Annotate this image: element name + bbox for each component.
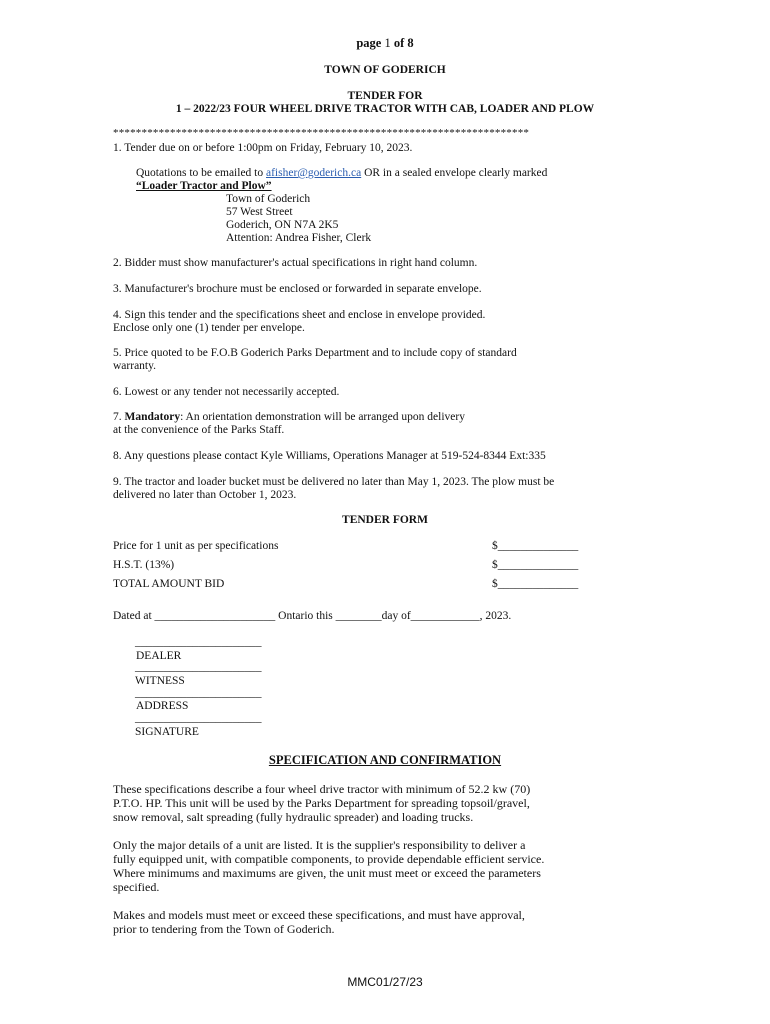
item-7-line-1 [113, 411, 465, 423]
page-total: of 8 [393, 36, 414, 50]
email-link[interactable]: afisher@goderich.ca [266, 167, 362, 179]
total-label: TOTAL AMOUNT BID [113, 578, 225, 590]
item-2: 2. Bidder must show manufacturer's actual specifications in right hand column. [113, 257, 478, 269]
dealer-label: DEALER [136, 650, 182, 662]
spec-p2-line-4: specified. [113, 880, 160, 894]
spec-p2-line-1: Only the major details of a unit are listed. It is the supplier's responsibility to deliver a [113, 838, 526, 852]
tender-for-heading: TENDER FOR [347, 90, 423, 102]
star-divider: ************************************************************************* [113, 127, 530, 139]
hst-label: H.S.T. (13%) [113, 559, 175, 571]
page-label: page [356, 36, 382, 50]
item-4-line-1: 4. Sign this tender and the specifications sheet and enclose in envelope provided. [113, 309, 486, 321]
tender-form-title: TENDER FORM [342, 514, 428, 526]
signature-label: SIGNATURE [135, 726, 199, 738]
mandatory-label: Mandatory [124, 411, 181, 423]
page-number [0, 36, 770, 51]
item-4-line-2: Enclose only one (1) tender per envelope. [113, 322, 305, 334]
item-5-line-2: warranty. [113, 360, 156, 372]
spec-p1-line-1: These specifications describe a four wheel drive tractor with minimum of 52.2 kw (70) [113, 782, 531, 796]
item-7-number: 7. [113, 411, 125, 423]
price-field[interactable]: $______________ [492, 540, 579, 552]
address-line-2: 57 West Street [226, 206, 293, 218]
price-label: Price for 1 unit as per specifications [113, 540, 279, 552]
spec-p3-line-2: prior to tendering from the Town of Goderich. [113, 922, 335, 936]
hst-field[interactable]: $______________ [492, 559, 579, 571]
page-current: 1 [384, 36, 391, 50]
envelope-marking: “Loader Tractor and Plow” [136, 180, 272, 192]
dated-line[interactable]: Dated at _____________________ Ontario this ________day of____________, 2023. [113, 610, 512, 622]
town-heading: TOWN OF GODERICH [324, 64, 446, 76]
spec-p2-line-3: Where minimums and maximums are given, the unit must meet or exceed the parameters [113, 866, 541, 880]
item-7-line-2: at the convenience of the Parks Staff. [113, 424, 285, 436]
item-1: 1. Tender due on or before 1:00pm on Friday, February 10, 2023. [113, 142, 413, 154]
address-line-1: Town of Goderich [226, 193, 311, 205]
spec-p1-line-3: snow removal, salt spreading (fully hydraulic spreader) and loading trucks. [113, 810, 474, 824]
spec-p1-line-2: P.T.O. HP. This unit will be used by the Parks Department for spreading topsoil/gravel, [113, 796, 530, 810]
address-line[interactable]: ______________________ [135, 687, 262, 699]
quotation-text: Quotations to be emailed to [136, 167, 266, 179]
item-8: 8. Any questions please contact Kyle Williams, Operations Manager at 519-524-8344 Ext:335 [113, 450, 546, 462]
witness-line[interactable]: ______________________ [135, 661, 262, 673]
spec-title: SPECIFICATION AND CONFIRMATION [268, 753, 502, 767]
item-6: 6. Lowest or any tender not necessarily accepted. [113, 386, 340, 398]
tender-subject: 1 – 2022/23 FOUR WHEEL DRIVE TRACTOR WITH CAB, LOADER AND PLOW [175, 103, 595, 115]
footer-code: MMC01/27/23 [347, 975, 423, 989]
item-9-line-2: delivered no later than October 1, 2023. [113, 489, 297, 501]
dealer-line[interactable]: ______________________ [135, 636, 262, 648]
witness-label: WITNESS [135, 675, 185, 687]
item-3: 3. Manufacturer's brochure must be enclosed or forwarded in separate envelope. [113, 283, 482, 295]
total-field[interactable]: $______________ [492, 578, 579, 590]
address-label: ADDRESS [136, 700, 189, 712]
spec-p3-line-1: Makes and models must meet or exceed these specifications, and must have approval, [113, 908, 525, 922]
quotation-text-2: OR in a sealed envelope clearly marked [361, 167, 548, 179]
address-line-3: Goderich, ON N7A 2K5 [226, 219, 339, 231]
address-line-4: Attention: Andrea Fisher, Clerk [226, 232, 372, 244]
signature-line[interactable]: ______________________ [135, 712, 262, 724]
item-5-line-1: 5. Price quoted to be F.O.B Goderich Parks Department and to include copy of standard [113, 347, 517, 359]
item-9-line-1: 9. The tractor and loader bucket must be delivered no later than May 1, 2023. The plow must be [113, 476, 555, 488]
quotation-line [136, 167, 547, 179]
item-7-text: : An orientation demonstration will be arranged upon delivery [180, 411, 465, 423]
spec-p2-line-2: fully equipped unit, with compatible components, to provide dependable efficient service. [113, 852, 545, 866]
